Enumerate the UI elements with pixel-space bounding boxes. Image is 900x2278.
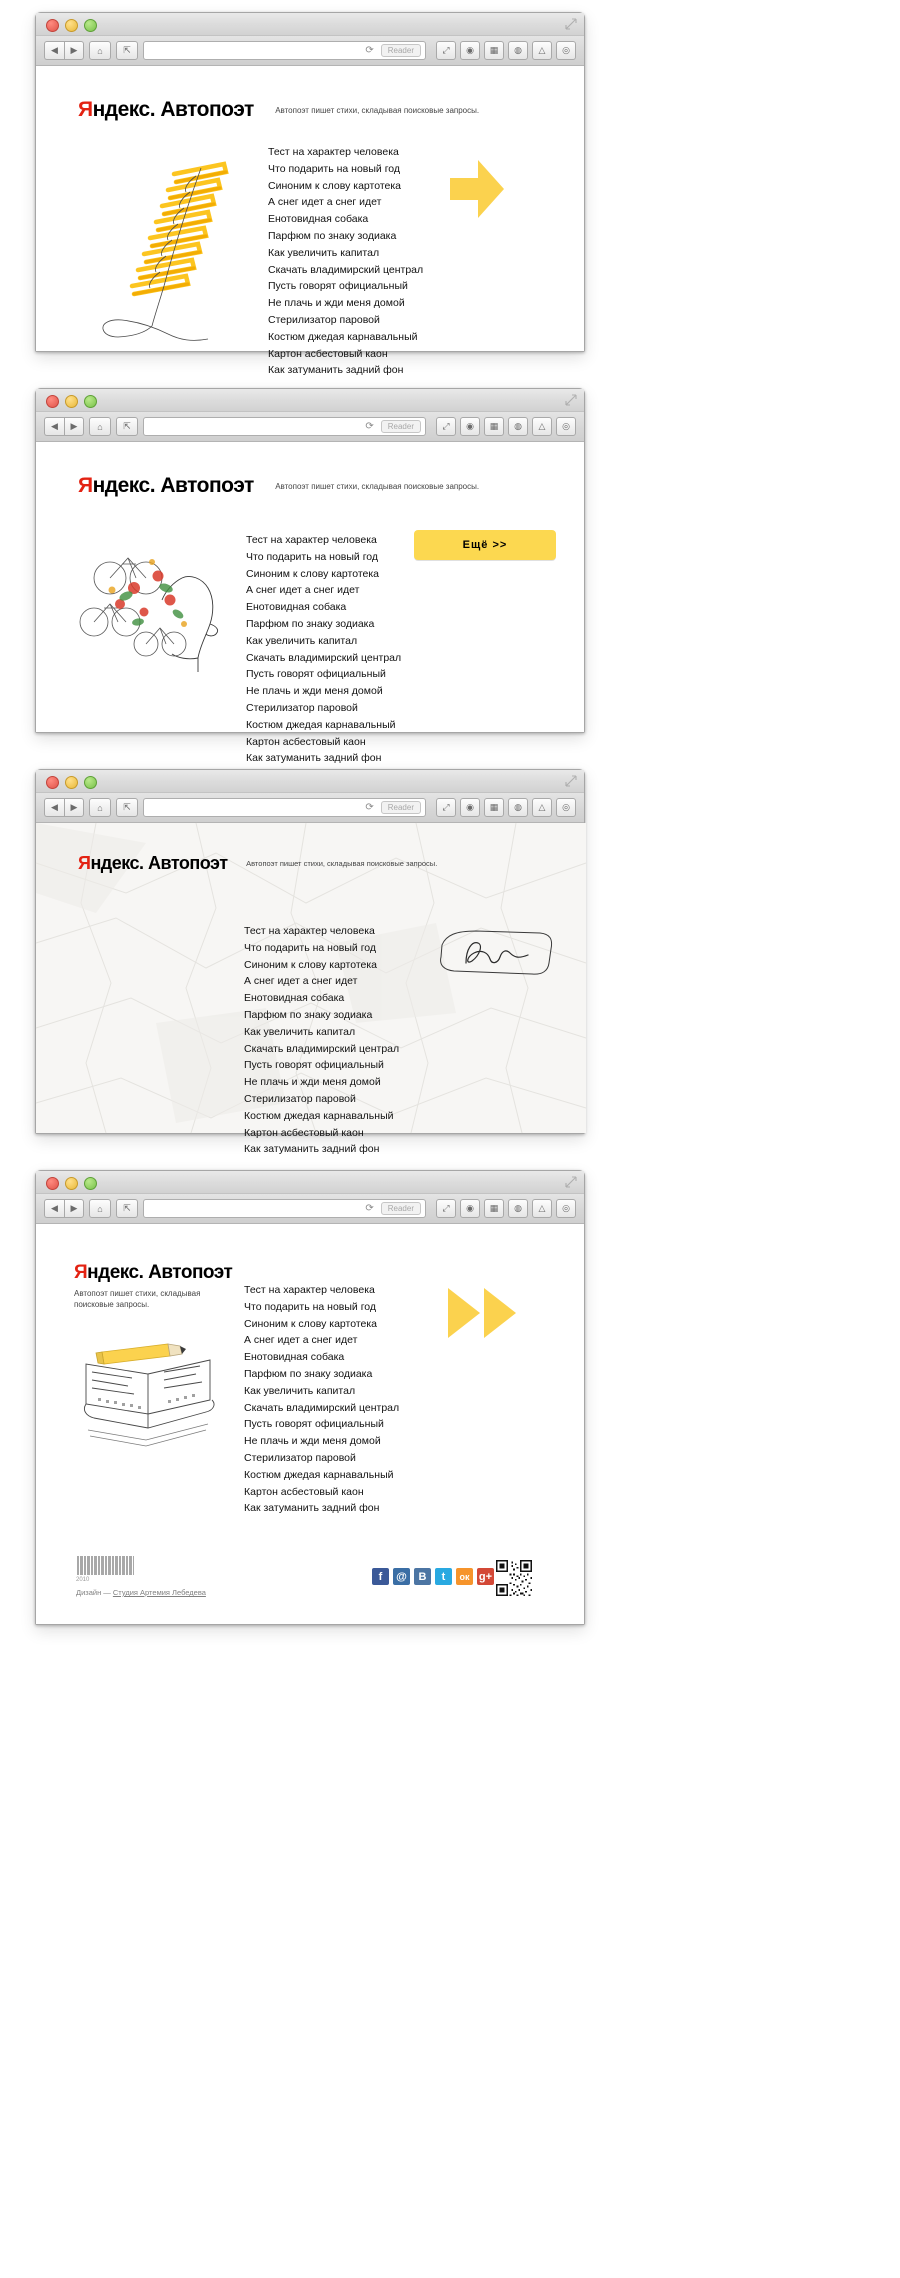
poem-line: Пусть говорят официальный — [244, 1418, 384, 1431]
address-bar[interactable] — [143, 417, 426, 436]
poem-line: Стерилизатор паровой — [244, 1451, 356, 1464]
pinterest-icon[interactable]: ◉ — [460, 41, 480, 60]
poem-line: Енотовидная собака — [244, 992, 345, 1005]
zero-icon[interactable]: ◎ — [556, 417, 576, 436]
poem-line: Парфюм по знаку зодиака — [268, 229, 397, 242]
resize-corner-icon[interactable] — [565, 18, 577, 30]
reader-button[interactable]: Reader — [381, 420, 421, 433]
yellow-fern-paperclip-illustration — [96, 146, 246, 341]
poem-line: Костюм джедая карнавальный — [244, 1468, 394, 1481]
reader-button[interactable]: Reader — [381, 1202, 421, 1215]
fullscreen-icon[interactable]: ⤢ — [436, 417, 456, 436]
poem-line: Костюм джедая карнавальный — [246, 718, 396, 731]
traffic-lights[interactable] — [46, 19, 97, 32]
logo-2[interactable] — [78, 474, 259, 497]
toolbar-1 — [36, 36, 584, 66]
titlebar-2 — [36, 389, 584, 412]
design-credit-link[interactable]: Студия Артемия Лебедева — [112, 1588, 206, 1597]
fullscreen-icon[interactable]: ⤢ — [436, 1199, 456, 1218]
poem-line: Парфюм по знаку зодиака — [244, 1008, 373, 1021]
titlebar-1 — [36, 13, 584, 36]
poem-line: Тест на характер человека — [246, 534, 377, 546]
cloud-icon[interactable]: △ — [532, 1199, 552, 1218]
poem-line: Не плачь и жди меня домой — [246, 685, 383, 698]
address-bar[interactable] — [143, 798, 426, 817]
zoom-light[interactable] — [84, 395, 97, 408]
livejournal-icon[interactable]: @ — [393, 1568, 410, 1585]
screenshot-root — [0, 12, 900, 1625]
tagline-3: Автопоэт пишет стихи, складывая поисковые запросы. — [246, 859, 438, 868]
design-credit — [76, 1588, 206, 1597]
poem-list-1 — [268, 144, 423, 379]
nav-back-button[interactable]: ◀ — [44, 41, 64, 60]
poem-list-2 — [246, 532, 401, 767]
logo-3[interactable] — [78, 853, 232, 873]
logo-ya-letter: Я — [78, 474, 93, 497]
odnoklassniki-icon[interactable]: ок — [456, 1568, 473, 1585]
poem-line: Скачать владимирский централ — [244, 1401, 400, 1414]
gap-3 — [0, 1134, 900, 1170]
zero-icon[interactable]: ◎ — [556, 1199, 576, 1218]
poem-line: Как затуманить задний фон — [244, 1143, 380, 1156]
nav-back-button[interactable]: ◀ — [44, 798, 64, 817]
design-credit-prefix: Дизайн — — [76, 1588, 113, 1597]
googleplus-icon[interactable]: g+ — [477, 1568, 494, 1585]
poem-line: Тест на характер человека — [268, 146, 399, 158]
fullscreen-icon[interactable]: ⤢ — [436, 41, 456, 60]
close-light[interactable] — [46, 395, 59, 408]
logo-ya-letter: Я — [78, 853, 91, 873]
poem-line: Как увеличить капитал — [244, 1384, 356, 1397]
home-icon[interactable]: ⌂ — [89, 798, 111, 817]
qr-code-icon[interactable] — [496, 1560, 532, 1596]
poem-line: Синоним к слову картотека — [246, 567, 380, 580]
close-light[interactable] — [46, 1177, 59, 1190]
poem-line: Синоним к слову картотека — [244, 958, 378, 971]
minimize-light[interactable] — [65, 19, 78, 32]
open-book-with-pencil-illustration — [72, 1342, 232, 1452]
poem-line: Енотовидная собака — [244, 1351, 345, 1364]
toolbar-3 — [36, 793, 584, 823]
home-icon[interactable]: ⌂ — [89, 417, 111, 436]
logo-rest: ндекс. Автопоэт — [92, 98, 254, 121]
logo-1[interactable] — [78, 98, 259, 121]
page-content-3 — [36, 823, 584, 1156]
minimize-light[interactable] — [65, 395, 78, 408]
poem-line: Костюм джедая карнавальный — [268, 330, 418, 343]
poem-line: Скачать владимирский централ — [246, 651, 402, 664]
zoom-light[interactable] — [84, 776, 97, 789]
poem-line: Картон асбестовый каон — [244, 1126, 364, 1139]
browser-window-1 — [35, 12, 585, 377]
poem-line: Скачать владимирский централ — [268, 263, 424, 276]
tagline-4: Автопоэт пишет стихи, складывая поисковые запросы. — [74, 1289, 201, 1309]
site-header-3 — [78, 853, 437, 874]
resize-corner-icon[interactable] — [565, 1176, 577, 1188]
poem-line: Как затуманить задний фон — [268, 364, 404, 377]
minimize-light[interactable] — [65, 1177, 78, 1190]
opera-icon[interactable]: ◍ — [508, 41, 528, 60]
poem-line: Скачать владимирский централ — [244, 1042, 400, 1055]
opera-icon[interactable]: ◍ — [508, 1199, 528, 1218]
poem-line: Синоним к слову картотека — [244, 1317, 378, 1330]
browser-window-4 — [35, 1170, 585, 1625]
poem-line: Не плачь и жди меня домой — [268, 297, 405, 310]
yellow-arrow-right-icon[interactable] — [448, 156, 506, 222]
poem-line: Енотовидная собака — [246, 601, 347, 614]
poem-line: Как затуманить задний фон — [244, 1502, 380, 1515]
grid-icon[interactable]: ▦ — [484, 417, 504, 436]
vkontakte-icon[interactable]: B — [414, 1568, 431, 1585]
minimize-light[interactable] — [65, 776, 78, 789]
nav-forward-button[interactable]: ▶ — [64, 1199, 84, 1218]
poem-line: Что подарить на новый год — [268, 162, 401, 175]
zero-icon[interactable]: ◎ — [556, 41, 576, 60]
poem-line: Тест на характер человека — [244, 925, 375, 937]
gap-1 — [0, 352, 900, 388]
poem-line: А снег идет а снег идет — [268, 196, 382, 209]
logo-ya-letter: Я — [74, 1262, 88, 1283]
address-bar[interactable] — [143, 41, 426, 60]
pinterest-icon[interactable]: ◉ — [460, 1199, 480, 1218]
reload-icon[interactable]: ⟳ — [365, 45, 374, 56]
nav-forward-button[interactable]: ▶ — [64, 417, 84, 436]
page-content-2 — [36, 442, 584, 765]
zoom-light[interactable] — [84, 1177, 97, 1190]
reload-icon[interactable]: ⟳ — [365, 421, 374, 432]
traffic-lights[interactable] — [46, 395, 97, 408]
reader-button[interactable]: Reader — [381, 801, 421, 814]
traffic-lights[interactable] — [46, 776, 97, 789]
poem-line: Как увеличить капитал — [244, 1025, 356, 1038]
head-with-bicycles-and-flowers-illustration — [74, 526, 234, 676]
artlebedev-block — [76, 1556, 206, 1597]
poem-line: Енотовидная собака — [268, 213, 369, 226]
nav-forward-button[interactable]: ▶ — [64, 41, 84, 60]
poem-line: Картон асбестовый каон — [246, 735, 366, 748]
handwritten-signature-icon[interactable] — [436, 923, 556, 981]
close-light[interactable] — [46, 776, 59, 789]
logo-rest: ндекс. Автопоэт — [90, 853, 228, 873]
share-icon[interactable]: ⇱ — [116, 41, 138, 60]
poem-line: Картон асбестовый каон — [244, 1485, 364, 1498]
poem-line: Как затуманить задний фон — [246, 752, 382, 765]
poem-line: Не плачь и жди меня домой — [244, 1435, 381, 1448]
poem-line: Что подарить на новый год — [246, 550, 379, 563]
poem-line: Стерилизатор паровой — [268, 313, 380, 326]
nav-forward-button[interactable]: ▶ — [64, 798, 84, 817]
toolbar-2 — [36, 412, 584, 442]
resize-corner-icon[interactable] — [565, 775, 577, 787]
toolbar-4 — [36, 1194, 584, 1224]
home-icon[interactable]: ⌂ — [89, 1199, 111, 1218]
poem-line: Пусть говорят официальный — [246, 668, 386, 681]
poem-line: Пусть говорят официальный — [268, 280, 408, 293]
logo-4[interactable] — [74, 1262, 233, 1284]
poem-line: А снег идет а снег идет — [246, 584, 360, 597]
close-light[interactable] — [46, 19, 59, 32]
poem-line: Пусть говорят официальный — [244, 1059, 384, 1072]
browser-window-2 — [35, 388, 585, 765]
nav-back-button[interactable]: ◀ — [44, 1199, 64, 1218]
titlebar-4 — [36, 1171, 584, 1194]
page-content-1 — [36, 66, 584, 377]
poem-line: Как увеличить капитал — [268, 246, 380, 259]
poem-line: Тест на характер человека — [244, 1284, 375, 1296]
poem-line: Не плачь и жди меня домой — [244, 1076, 381, 1089]
titlebar-3 — [36, 770, 584, 793]
nav-back-button[interactable]: ◀ — [44, 417, 64, 436]
cloud-icon[interactable]: △ — [532, 798, 552, 817]
grid-icon[interactable]: ▦ — [484, 1199, 504, 1218]
site-header-2 — [78, 474, 479, 498]
gap-2 — [0, 733, 900, 769]
poem-line: Картон асбестовый каон — [268, 347, 388, 360]
poem-line: А снег идет а снег идет — [244, 1334, 358, 1347]
browser-window-3 — [35, 769, 585, 1156]
logo-rest: ндекс. Автопоэт — [87, 1262, 233, 1283]
traffic-lights[interactable] — [46, 1177, 97, 1190]
logo-rest: ндекс. Автопоэт — [92, 474, 254, 497]
grid-icon[interactable]: ▦ — [484, 798, 504, 817]
poem-line: Парфюм по знаку зодиака — [244, 1367, 373, 1380]
poem-list-3 — [244, 923, 399, 1158]
poem-line: Стерилизатор паровой — [246, 701, 358, 714]
share-icon[interactable]: ⇱ — [116, 798, 138, 817]
logo-ya-letter: Я — [78, 98, 93, 121]
poem-list-4 — [244, 1282, 399, 1517]
reload-icon[interactable]: ⟳ — [365, 1203, 374, 1214]
poem-line: Костюм джедая карнавальный — [244, 1109, 394, 1122]
fullscreen-icon[interactable]: ⤢ — [436, 798, 456, 817]
twitter-icon[interactable]: t — [435, 1568, 452, 1585]
page-content-4 — [36, 1224, 584, 1624]
address-bar[interactable] — [143, 1199, 426, 1218]
tagline-2: Автопоэт пишет стихи, складывая поисковые запросы. — [275, 482, 480, 491]
artlebedev-barcode-logo[interactable] — [76, 1556, 134, 1575]
site-header-1 — [78, 98, 479, 122]
site-footer — [36, 1546, 586, 1624]
share-icon[interactable]: ⇱ — [116, 1199, 138, 1218]
resize-corner-icon[interactable] — [565, 394, 577, 406]
yellow-double-arrow-right-icon[interactable] — [446, 1286, 518, 1340]
poem-line: Синоним к слову картотека — [268, 179, 402, 192]
footer-year: 2010 — [76, 1577, 90, 1583]
grid-icon[interactable]: ▦ — [484, 41, 504, 60]
cloud-icon[interactable]: △ — [532, 41, 552, 60]
pinterest-icon[interactable]: ◉ — [460, 798, 480, 817]
tagline-1: Автопоэт пишет стихи, складывая поисковые запросы. — [275, 106, 480, 115]
zoom-light[interactable] — [84, 19, 97, 32]
reload-icon[interactable]: ⟳ — [365, 802, 374, 813]
poem-line: Как увеличить капитал — [246, 634, 358, 647]
share-icon[interactable]: ⇱ — [116, 417, 138, 436]
cloud-icon[interactable]: △ — [532, 417, 552, 436]
poem-line: А снег идет а снег идет — [244, 975, 358, 988]
site-header-4 — [74, 1262, 233, 1310]
poem-line: Стерилизатор паровой — [244, 1092, 356, 1105]
zero-icon[interactable]: ◎ — [556, 798, 576, 817]
opera-icon[interactable]: ◍ — [508, 798, 528, 817]
facebook-icon[interactable]: f — [372, 1568, 389, 1585]
more-button[interactable]: Ещё >> — [414, 530, 556, 560]
poem-line: Парфюм по знаку зодиака — [246, 617, 375, 630]
opera-icon[interactable]: ◍ — [508, 417, 528, 436]
home-icon[interactable]: ⌂ — [89, 41, 111, 60]
reader-button[interactable]: Reader — [381, 44, 421, 57]
pinterest-icon[interactable]: ◉ — [460, 417, 480, 436]
poem-line: Что подарить на новый год — [244, 941, 377, 954]
poem-line: Что подарить на новый год — [244, 1300, 377, 1313]
